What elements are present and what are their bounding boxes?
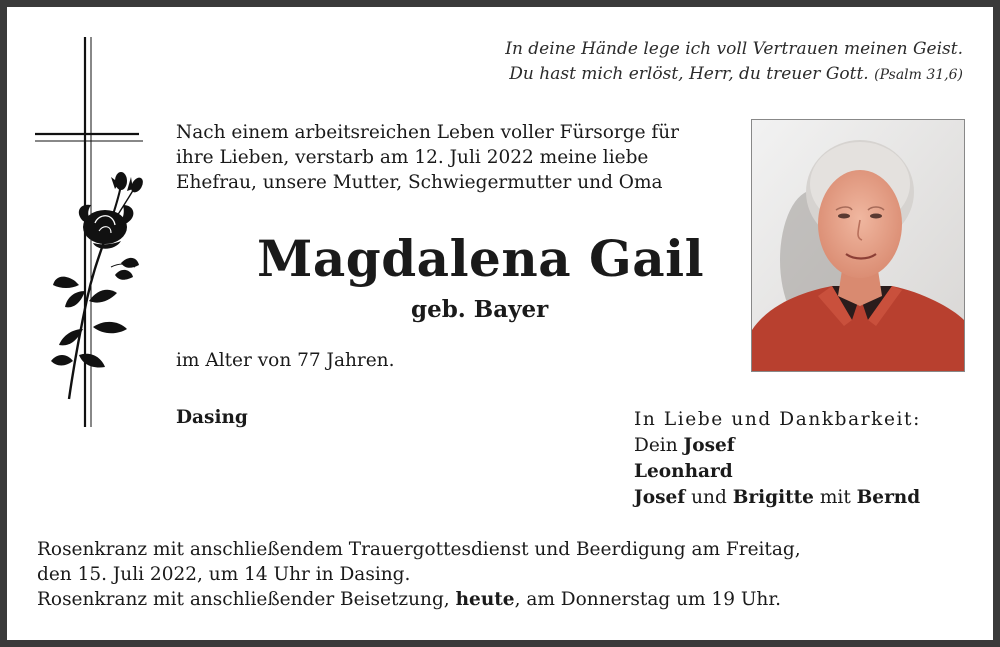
mourners-with: mit <box>819 487 851 508</box>
psalm-reference: (Psalm 31,6) <box>874 67 963 83</box>
footer-line-3 <box>37 587 801 612</box>
intro-line-2: ihre Lieben, verstarb am 12. Juli 2022 meine liebe <box>176 147 649 168</box>
mourner-brigitte: Brigitte <box>732 487 814 508</box>
age-text: im Alter von 77 Jahren. <box>176 350 395 371</box>
portrait-photo <box>751 119 965 372</box>
footer-line-3-after: , am Donnerstag um 19 Uhr. <box>514 589 782 610</box>
town-name: Dasing <box>176 407 248 428</box>
intro-line-3: Ehefrau, unsere Mutter, Schwiegermutter und Oma <box>176 172 663 193</box>
mourners-block <box>634 407 921 511</box>
psalm-quote <box>505 37 963 88</box>
mourners-line-3 <box>634 485 921 511</box>
footer-line-2: den 15. Juli 2022, um 14 Uhr in Dasing. <box>37 564 411 585</box>
mourners-and: und <box>691 487 727 508</box>
mourner-leonhard: Leonhard <box>634 461 733 482</box>
psalm-line-2 <box>505 62 963 88</box>
footer-today: heute <box>455 589 515 610</box>
mourners-prefix: Dein <box>634 435 678 456</box>
obituary-card <box>7 7 993 640</box>
mourner-josef: Josef <box>683 435 735 456</box>
service-details <box>37 537 801 612</box>
birth-name: geb. Bayer <box>411 296 549 323</box>
footer-line-1: Rosenkranz mit anschließendem Trauergottesdienst und Beerdigung am Freitag, <box>37 539 801 560</box>
deceased-name: Magdalena Gail <box>257 229 705 288</box>
psalm-line-2-text: Du hast mich erlöst, Herr, du treuer Gott. <box>509 64 869 84</box>
intro-line-1: Nach einem arbeitsreichen Leben voller Fürsorge für <box>176 122 680 143</box>
intro-text <box>176 120 679 195</box>
mourners-heading: In Liebe und Dankbarkeit: <box>634 409 921 430</box>
cross-with-rose-icon <box>35 37 155 427</box>
mourners-line-1 <box>634 433 921 459</box>
footer-line-3-before: Rosenkranz mit anschließender Beisetzung, <box>37 589 450 610</box>
psalm-line-1: In deine Hände lege ich voll Vertrauen meinen Geist. <box>505 39 963 59</box>
mourner-josef-2: Josef <box>634 487 686 508</box>
mourner-bernd: Bernd <box>856 487 921 508</box>
